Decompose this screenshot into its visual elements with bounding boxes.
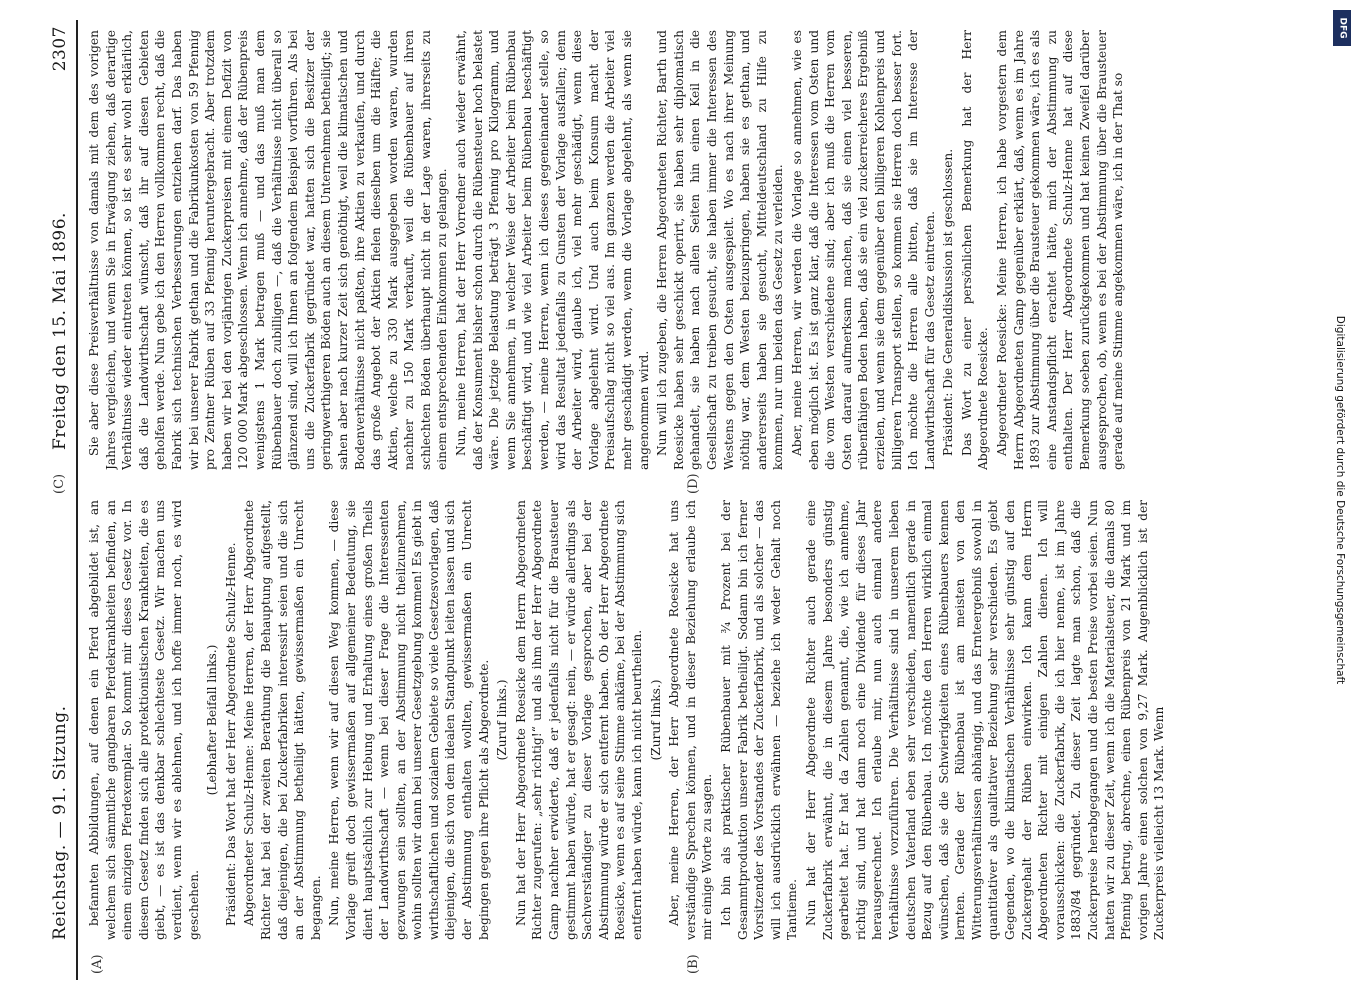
paragraph: (Lebhafter Beifall links.)	[205, 644, 220, 796]
header-left: Reichstag. — 91. Sitzung.	[50, 705, 70, 940]
left-column	[86, 500, 1296, 940]
paragraph: Aber, meine Herren, der Herr Abgeordnete Roesicke hat uns verständige Sprechen können, und in dieser Beziehung erlaube ich mir einige Worte zu sagen.	[667, 500, 715, 940]
header-date: Freitag den 15. Mai 1896.	[50, 212, 70, 450]
header-rule	[76, 20, 78, 980]
paragraph: Präsident: Das Wort hat der Herr Abgeordnete Schulz-Henne.	[223, 542, 238, 926]
paragraph: Abgeordneter Roesicke: Meine Herren, ich habe vorgestern dem Herrn Abgeordneten Gamp gegenüber erklärt, daß, wenn es im Jahre 1893 zur Abstimmung über die Brausteuer gekommen wäre, ich es als eine Anstandspflicht erachtet hätte, mich der Abstimmung zu enthalten. Der Herr Abgeordnete Schulz-Henne hat auf diese Bemerkung soeben zurückgekommen und hat keinen Zweifel darüber ausgesprochen, ob, wenn es bei der Abstimmung über die Brausteuer gerade auf meine Stimme angekommen wäre, ich in der That so	[995, 30, 1126, 470]
page-number: 2307	[50, 26, 70, 72]
page-header	[46, 20, 80, 980]
paragraph: Nun hat der Herr Abgeordnete Richter auch gerade eine Zuckerfabrik erwähnt, die in diesem Jahre besonders günstig gearbeitet hat. Er hat da Zahlen genannt, die, wie ich annehme, richtig sind, und hat dann noch eine Dividende für dieses Jahr herausgerechnet. Ich erlaube mir, nun auch einmal andere Verhältnisse vorzuführen. Die Verhältnisse sind in unserem lieben deutschen Vaterland eben sehr verschieden, namentlich gerade in Bezug auf den Rübenbau. Ich möchte den Herren wirklich einmal wünschen, daß sie die Schwierigkeiten eines Rübenbauers kennen lernten. Gerade der Rübenbau ist am meisten von den Witterungsverhältnissen abhängig, und das Ernteergebniß sowohl in quantitativer als qualitativer Beziehung sehr verschieden. Es giebt Gegenden, wo die klimatischen Verhältnisse sehr günstig auf den Zuckergehalt der Rüben einwirken. Ich kann dem Herrn Abgeordneten Richter mit einigen Zahlen dienen. Ich will vorausschicken: die Zuckerfabrik, die ich hier nenne, ist im Jahre 1883/84 gegründet. Zu dieser Zeit lagte man schon, daß die Zuckerpreise herabgegangen und die besten Preise vorbei seien. Nun hatten wir zu dieser Zeit, wenn ich die Materialsteuer, die damals 80 Pfennig betrug, abrechne, einen Rübenpreis von 21 Mark und im vorigen Jahre einen solchen von 9,27 Mark. Augenblicklich ist der Zuckerpreis vielleicht 13 Mark. Wenn	[803, 500, 1167, 940]
margin-letter-c: (C)	[52, 473, 67, 494]
paragraph: Das Wort zu einer persönlichen Bemerkung hat der Herr Abgeordnete Roesicke.	[959, 30, 991, 470]
paragraph: Ich bin als praktischer Rübenbauer mit ¾ Prozent bei der Gesammtproduktion unserer Fabrik betheiligt. Sodann bin ich ferner Vorsitzender des Vorstandes der Zuckerfabrik, und als solcher — das will ich ausdrücklich erwähnen — beziehe ich weder Gehalt noch Tantieme.	[718, 500, 800, 940]
paragraph: Nun, meine Herren, wenn wir auf diesen Weg kommen, — diese Vorlage greift doch gewissermaßen auf allgemeiner Bedeutung, sie dient hauptsächlich zur Hebung und Erhaltung eines großen Theils der Landwirthschaft — wenn bei dieser Frage die Interessenten gezwungen sein sollten, an der Abstimmung nicht theilzunehmen, wohin sollten wir dann bei unserer Gesetzgebung kommen! Es giebt in wirthschaftlichen und sozialem Gebiete so viele Gesetzesvorlagen, daß diejenigen, die sich von dem idealen Standpunkt leiten lassen und sich der Abstimmung enthalten wollten, gewissermaßen ein Unrecht begingen gegen ihre Pflicht als Abgeordnete.	[327, 500, 491, 940]
margin-letter-b: (B)	[686, 954, 701, 974]
right-column	[86, 30, 1296, 470]
paragraph: Nun will ich zugeben, die Herren Abgeordneten Richter, Barth und Roesicke haben sehr geschickt operirt, sie haben sehr diplomatisch gehandelt, sie haben nach allen Seiten hin einen Keil in die Gesellschaft zu treiben gesucht, sie haben immer die Interessen des Westens gegen den Osten ausgespielt. Wo es nach ihrer Meinung nöthig war, dem Westen beizuspringen, haben sie es gethan, und andererseits haben sie gesucht, Mitteldeutschland zu Hilfe zu kommen, nur um beiden das Gesetz zu verleiden.	[655, 30, 786, 470]
paragraph: Nun hat der Herr Abgeordnete Roesicke dem Herrn Abgeordneten Richter zugerufen: „sehr richtig!“ und als ihm der Herr Abgeordnete Gamp nachher erwiderte, daß er jedenfalls nicht für die Brausteuer gestimmt haben würde, hat er gesagt: nein, — er würde allerdings als Sachverständiger zu dieser Vorlage gesprochen, aber bei der Abstimmung würde er sich entfernt haben. Ob der Herr Abgeordnete Roesicke, wenn es auf seine Stimme ankäme, bei der Abstimmung sich entfernt haben würde, kann ich nicht beurtheilen.	[513, 500, 644, 940]
margin-letter-d: (D)	[686, 473, 701, 494]
paragraph: Nun, meine Herren, hat der Herr Vorredner auch wieder erwähnt, daß der Konsument bisher schon durch die Rübensteuer hoch belastet wäre. Die jetzige Belastung beträgt 3 Pfennig pro Kilogramm, und wenn Sie annehmen, in welcher Weise der Arbeiter beim Rübenbau beschäftigt wird, und wie viel Arbeiter beim Rübenbau beschäftigt werden, — meine Herren, wenn ich dieses gegeneinander stelle, so wird das Resultat jedenfalls zu Gunsten der Vorlage ausfallen; denn der Arbeiter wird, glaube ich, viel mehr geschädigt, wenn diese Vorlage abgelehnt wird. Und auch beim Konsum macht der Preisaufschlag nicht so viel aus. Im ganzen werden die Arbeiter viel mehr geschädigt werden, wenn die Vorlage abgelehnt, als wenn sie angenommen wird.	[454, 30, 651, 470]
paragraph: Präsident: Die Generaldiskussion ist geschlossen.	[941, 148, 956, 456]
margin-letter-a: (A)	[90, 954, 105, 974]
digitization-note: Digitalisierung gefördert durch die Deutsche Forschungsgemeinschaft	[1334, 315, 1346, 685]
paragraph: Abgeordneter Schulz-Henne: Meine Herren, der Herr Abgeordnete Richter hat bei der zweiten Berathung die Behauptung aufgestellt, daß diejenigen, die bei Zuckerfabriken interessirt seien und die sich an der Abstimmung betheiligt hätten, gewissermaßen ein Unrecht begangen.	[242, 500, 323, 940]
rotated-document-page	[46, 20, 1306, 980]
paragraph: befannten Abbildungen, auf denen ein Pferd abgebildet ist, an welchem sich sämmtliche gangbaren Pferdekrankheiten befinden, an einem einzigen Pferdexemplar. So kommt mir dieses Gesetz vor. In diesem Gesetz finden sich alle protektionistischen Krankheiten, die es giebt, — es ist das denkbar schlechteste Gesetz. Wir machen uns verdient, wenn wir es ablehnen, und ich hoffe immer noch, es wird geschehen.	[87, 500, 201, 940]
paragraph: (Zuruf links.)	[495, 679, 510, 761]
paragraph: Sie aber diese Preisverhältnisse von damals mit dem des vorigen Jahres vergleichen, und wenn Sie in Erwägung ziehen, daß derartige Verhältnisse wieder eintreten können, so ist es sehr wohl erklärlich, daß die Landwirthschaft wünscht, daß ihr auf diesen Gebieten geholfen werde. Nun gebe ich den Herren vollkommen recht, daß die Fabrik sich technischen Verbesserungen entziehen darf. Das haben wir bei unserer Fabrik gethan und die Fabrikunkosten von 59 Pfennig pro Zentner Rüben auf 33 Pfennig heruntergebracht. Aber trotzdem haben wir bei den vorjährigen Zuckerpreisen mit einem Defizit von 120 000 Mark abgeschlossen. Wenn ich annehme, daß der Rübenpreis wenigstens 1 Mark betragen muß — und das muß man dem Rübenbauer doch zubilligen —, daß die Verhältnisse nicht überall so glänzend sind, will ich Ihnen an folgendem Beispiel vorführen. Als bei uns die Zuckerfabrik gegründet war, hatten sich die Besitzer der geringwerthigeren Böden auch an diesem Unternehmen betheiligt; sie sahen aber nach kurzer Zeit sich genöthigt, weil die klimatischen und Bodenverhältnisse nicht paßten, ihre Aktien zu verkaufen, und durch das große Angebot der Aktien fielen dieselben um die Hälfte; die Aktien, welche zu 330 Mark ausgegeben worden waren, wurden nachher zu 150 Mark verkauft, weil die Rübenbauer auf ihren schlechten Böden überhaupt nicht in der Lage waren, ihrerseits zu einem entsprechenden Einkommen zu gelangen.	[87, 30, 450, 470]
paragraph: (Zuruf links.)	[648, 679, 663, 761]
dfg-logo: DFG	[1333, 10, 1351, 46]
paragraph: Aber, meine Herren, wir werden die Vorlage so annehmen, wie es eben möglich ist. Es ist ganz klar, daß die Interessen vom Osten und die vom Westen verschiedene sind; aber ich muß die Herren vom Osten darauf aufmerksam machen, daß sie einen viel besseren, rübenfähigen Boden haben, daß sie ein viel zuckerreicheres Ergebniß erzielen, und wenn sie dem gegenüber den billigeren Kohlenpreis und billigeren Transport stellen, so kommen sie Herren doch besser fort. Ich möchte die Herren alle bitten, daß sie im Interesse der Landwirthschaft für das Gesetz eintreten.	[789, 30, 937, 470]
